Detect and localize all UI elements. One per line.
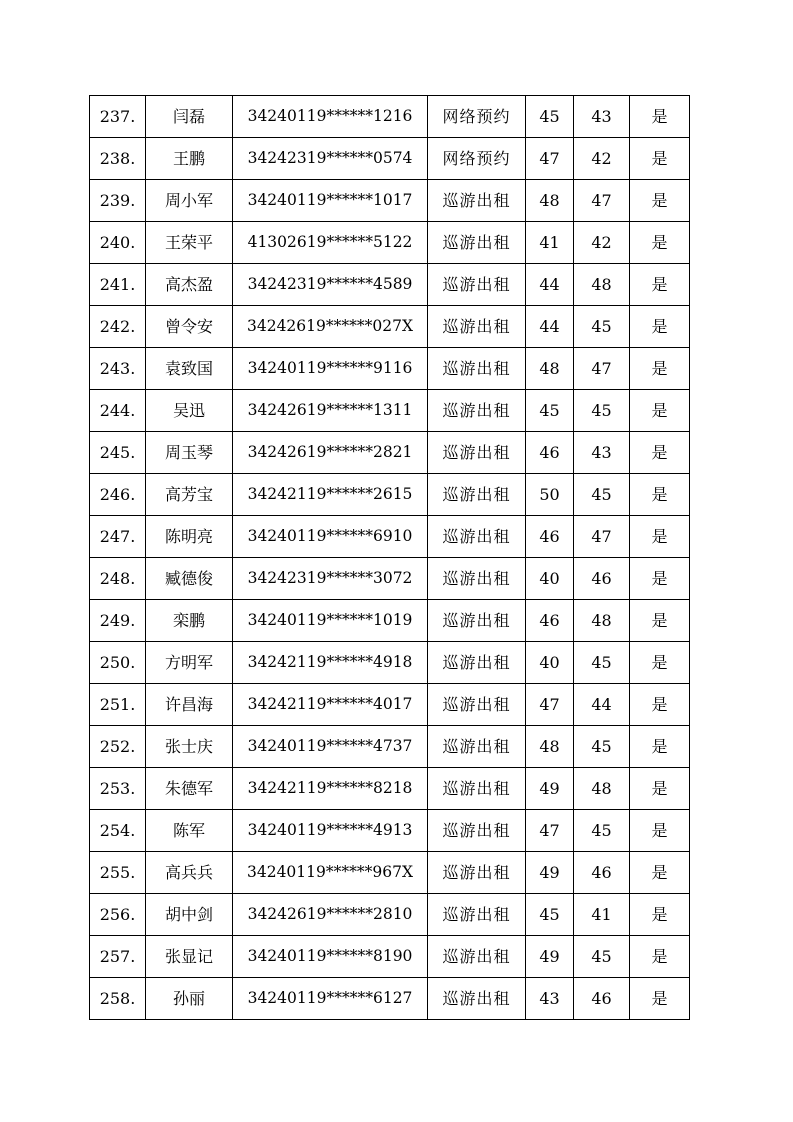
person-name-cell: 曾令安 [146,306,233,348]
id-number-cell: 34240119******4737 [233,726,428,768]
table-row [90,684,690,726]
result-cell: 是 [630,978,690,1020]
table-row [90,810,690,852]
service-type-cell: 巡游出租 [428,390,526,432]
id-number-cell: 34242119******2615 [233,474,428,516]
id-number-cell: 34240119******6127 [233,978,428,1020]
score-b-cell: 46 [574,852,630,894]
table-row [90,894,690,936]
person-name-cell: 王荣平 [146,222,233,264]
id-number-cell: 34240119******9116 [233,348,428,390]
person-name-cell: 张士庆 [146,726,233,768]
score-a-cell: 46 [526,516,574,558]
table-row [90,180,690,222]
row-index-cell: 252. [90,726,146,768]
service-type-cell: 巡游出租 [428,978,526,1020]
score-a-cell: 48 [526,180,574,222]
score-b-cell: 45 [574,810,630,852]
row-index-cell: 237. [90,96,146,138]
table-row [90,852,690,894]
id-number-cell: 34240119******1019 [233,600,428,642]
score-b-cell: 45 [574,306,630,348]
score-b-cell: 48 [574,600,630,642]
table-row [90,474,690,516]
result-cell: 是 [630,558,690,600]
person-name-cell: 张显记 [146,936,233,978]
service-type-cell: 巡游出租 [428,558,526,600]
score-a-cell: 49 [526,852,574,894]
score-b-cell: 46 [574,558,630,600]
score-b-cell: 44 [574,684,630,726]
id-number-cell: 34240119******4913 [233,810,428,852]
table-row [90,768,690,810]
result-cell: 是 [630,306,690,348]
roster-table [89,95,690,1020]
score-b-cell: 47 [574,348,630,390]
row-index-cell: 255. [90,852,146,894]
result-cell: 是 [630,222,690,264]
result-cell: 是 [630,936,690,978]
service-type-cell: 巡游出租 [428,222,526,264]
id-number-cell: 34240119******1017 [233,180,428,222]
row-index-cell: 242. [90,306,146,348]
id-number-cell: 34242619******2821 [233,432,428,474]
person-name-cell: 王鹏 [146,138,233,180]
table-row [90,264,690,306]
person-name-cell: 栾鹏 [146,600,233,642]
table-row [90,348,690,390]
row-index-cell: 251. [90,684,146,726]
result-cell: 是 [630,96,690,138]
result-cell: 是 [630,474,690,516]
score-a-cell: 44 [526,306,574,348]
person-name-cell: 孙丽 [146,978,233,1020]
score-a-cell: 40 [526,558,574,600]
score-a-cell: 49 [526,768,574,810]
score-b-cell: 45 [574,390,630,432]
id-number-cell: 34240119******1216 [233,96,428,138]
service-type-cell: 巡游出租 [428,768,526,810]
score-b-cell: 45 [574,936,630,978]
service-type-cell: 巡游出租 [428,180,526,222]
score-b-cell: 46 [574,978,630,1020]
row-index-cell: 253. [90,768,146,810]
service-type-cell: 巡游出租 [428,516,526,558]
person-name-cell: 方明军 [146,642,233,684]
service-type-cell: 巡游出租 [428,432,526,474]
service-type-cell: 巡游出租 [428,642,526,684]
score-a-cell: 41 [526,222,574,264]
score-b-cell: 42 [574,138,630,180]
service-type-cell: 巡游出租 [428,600,526,642]
person-name-cell: 周小军 [146,180,233,222]
id-number-cell: 41302619******5122 [233,222,428,264]
id-number-cell: 34242619******027X [233,306,428,348]
row-index-cell: 248. [90,558,146,600]
table-row [90,642,690,684]
score-b-cell: 48 [574,264,630,306]
id-number-cell: 34240119******6910 [233,516,428,558]
row-index-cell: 244. [90,390,146,432]
id-number-cell: 34242619******2810 [233,894,428,936]
score-a-cell: 48 [526,348,574,390]
result-cell: 是 [630,600,690,642]
service-type-cell: 巡游出租 [428,684,526,726]
id-number-cell: 34240119******967X [233,852,428,894]
table-row [90,138,690,180]
score-b-cell: 45 [574,474,630,516]
table-row [90,726,690,768]
table-row [90,600,690,642]
score-b-cell: 47 [574,180,630,222]
row-index-cell: 240. [90,222,146,264]
row-index-cell: 247. [90,516,146,558]
result-cell: 是 [630,180,690,222]
person-name-cell: 陈明亮 [146,516,233,558]
table-row [90,306,690,348]
score-a-cell: 46 [526,432,574,474]
score-b-cell: 42 [574,222,630,264]
score-b-cell: 43 [574,432,630,474]
row-index-cell: 246. [90,474,146,516]
person-name-cell: 许昌海 [146,684,233,726]
person-name-cell: 吴迅 [146,390,233,432]
service-type-cell: 巡游出租 [428,264,526,306]
score-a-cell: 40 [526,642,574,684]
id-number-cell: 34242119******4017 [233,684,428,726]
person-name-cell: 高兵兵 [146,852,233,894]
score-b-cell: 45 [574,642,630,684]
table-row [90,432,690,474]
row-index-cell: 250. [90,642,146,684]
person-name-cell: 高杰盈 [146,264,233,306]
service-type-cell: 巡游出租 [428,936,526,978]
person-name-cell: 陈军 [146,810,233,852]
score-a-cell: 45 [526,390,574,432]
result-cell: 是 [630,852,690,894]
table-row [90,978,690,1020]
result-cell: 是 [630,348,690,390]
person-name-cell: 胡中剑 [146,894,233,936]
person-name-cell: 臧德俊 [146,558,233,600]
result-cell: 是 [630,642,690,684]
result-cell: 是 [630,138,690,180]
id-number-cell: 34242619******1311 [233,390,428,432]
id-number-cell: 34240119******8190 [233,936,428,978]
score-a-cell: 46 [526,600,574,642]
service-type-cell: 网络预约 [428,96,526,138]
service-type-cell: 巡游出租 [428,726,526,768]
score-a-cell: 45 [526,894,574,936]
service-type-cell: 巡游出租 [428,474,526,516]
score-a-cell: 43 [526,978,574,1020]
score-a-cell: 47 [526,138,574,180]
row-index-cell: 258. [90,978,146,1020]
id-number-cell: 34242119******8218 [233,768,428,810]
score-a-cell: 48 [526,726,574,768]
result-cell: 是 [630,894,690,936]
score-a-cell: 44 [526,264,574,306]
table-row [90,936,690,978]
service-type-cell: 巡游出租 [428,852,526,894]
result-cell: 是 [630,768,690,810]
id-number-cell: 34242319******0574 [233,138,428,180]
row-index-cell: 254. [90,810,146,852]
score-a-cell: 47 [526,684,574,726]
table-row [90,222,690,264]
row-index-cell: 249. [90,600,146,642]
person-name-cell: 闫磊 [146,96,233,138]
result-cell: 是 [630,432,690,474]
row-index-cell: 256. [90,894,146,936]
score-a-cell: 45 [526,96,574,138]
result-cell: 是 [630,516,690,558]
score-b-cell: 41 [574,894,630,936]
table-row [90,516,690,558]
row-index-cell: 238. [90,138,146,180]
score-a-cell: 49 [526,936,574,978]
service-type-cell: 巡游出租 [428,348,526,390]
row-index-cell: 241. [90,264,146,306]
table-row [90,96,690,138]
person-name-cell: 袁致国 [146,348,233,390]
person-name-cell: 周玉琴 [146,432,233,474]
score-b-cell: 45 [574,726,630,768]
result-cell: 是 [630,810,690,852]
score-b-cell: 47 [574,516,630,558]
person-name-cell: 朱德军 [146,768,233,810]
score-b-cell: 48 [574,768,630,810]
roster-table-body [90,96,690,1020]
table-row [90,558,690,600]
score-a-cell: 47 [526,810,574,852]
service-type-cell: 巡游出租 [428,810,526,852]
service-type-cell: 巡游出租 [428,894,526,936]
id-number-cell: 34242119******4918 [233,642,428,684]
person-name-cell: 高芳宝 [146,474,233,516]
row-index-cell: 245. [90,432,146,474]
service-type-cell: 网络预约 [428,138,526,180]
result-cell: 是 [630,264,690,306]
row-index-cell: 239. [90,180,146,222]
score-a-cell: 50 [526,474,574,516]
result-cell: 是 [630,726,690,768]
row-index-cell: 243. [90,348,146,390]
score-b-cell: 43 [574,96,630,138]
result-cell: 是 [630,684,690,726]
id-number-cell: 34242319******3072 [233,558,428,600]
service-type-cell: 巡游出租 [428,306,526,348]
result-cell: 是 [630,390,690,432]
row-index-cell: 257. [90,936,146,978]
id-number-cell: 34242319******4589 [233,264,428,306]
table-row [90,390,690,432]
